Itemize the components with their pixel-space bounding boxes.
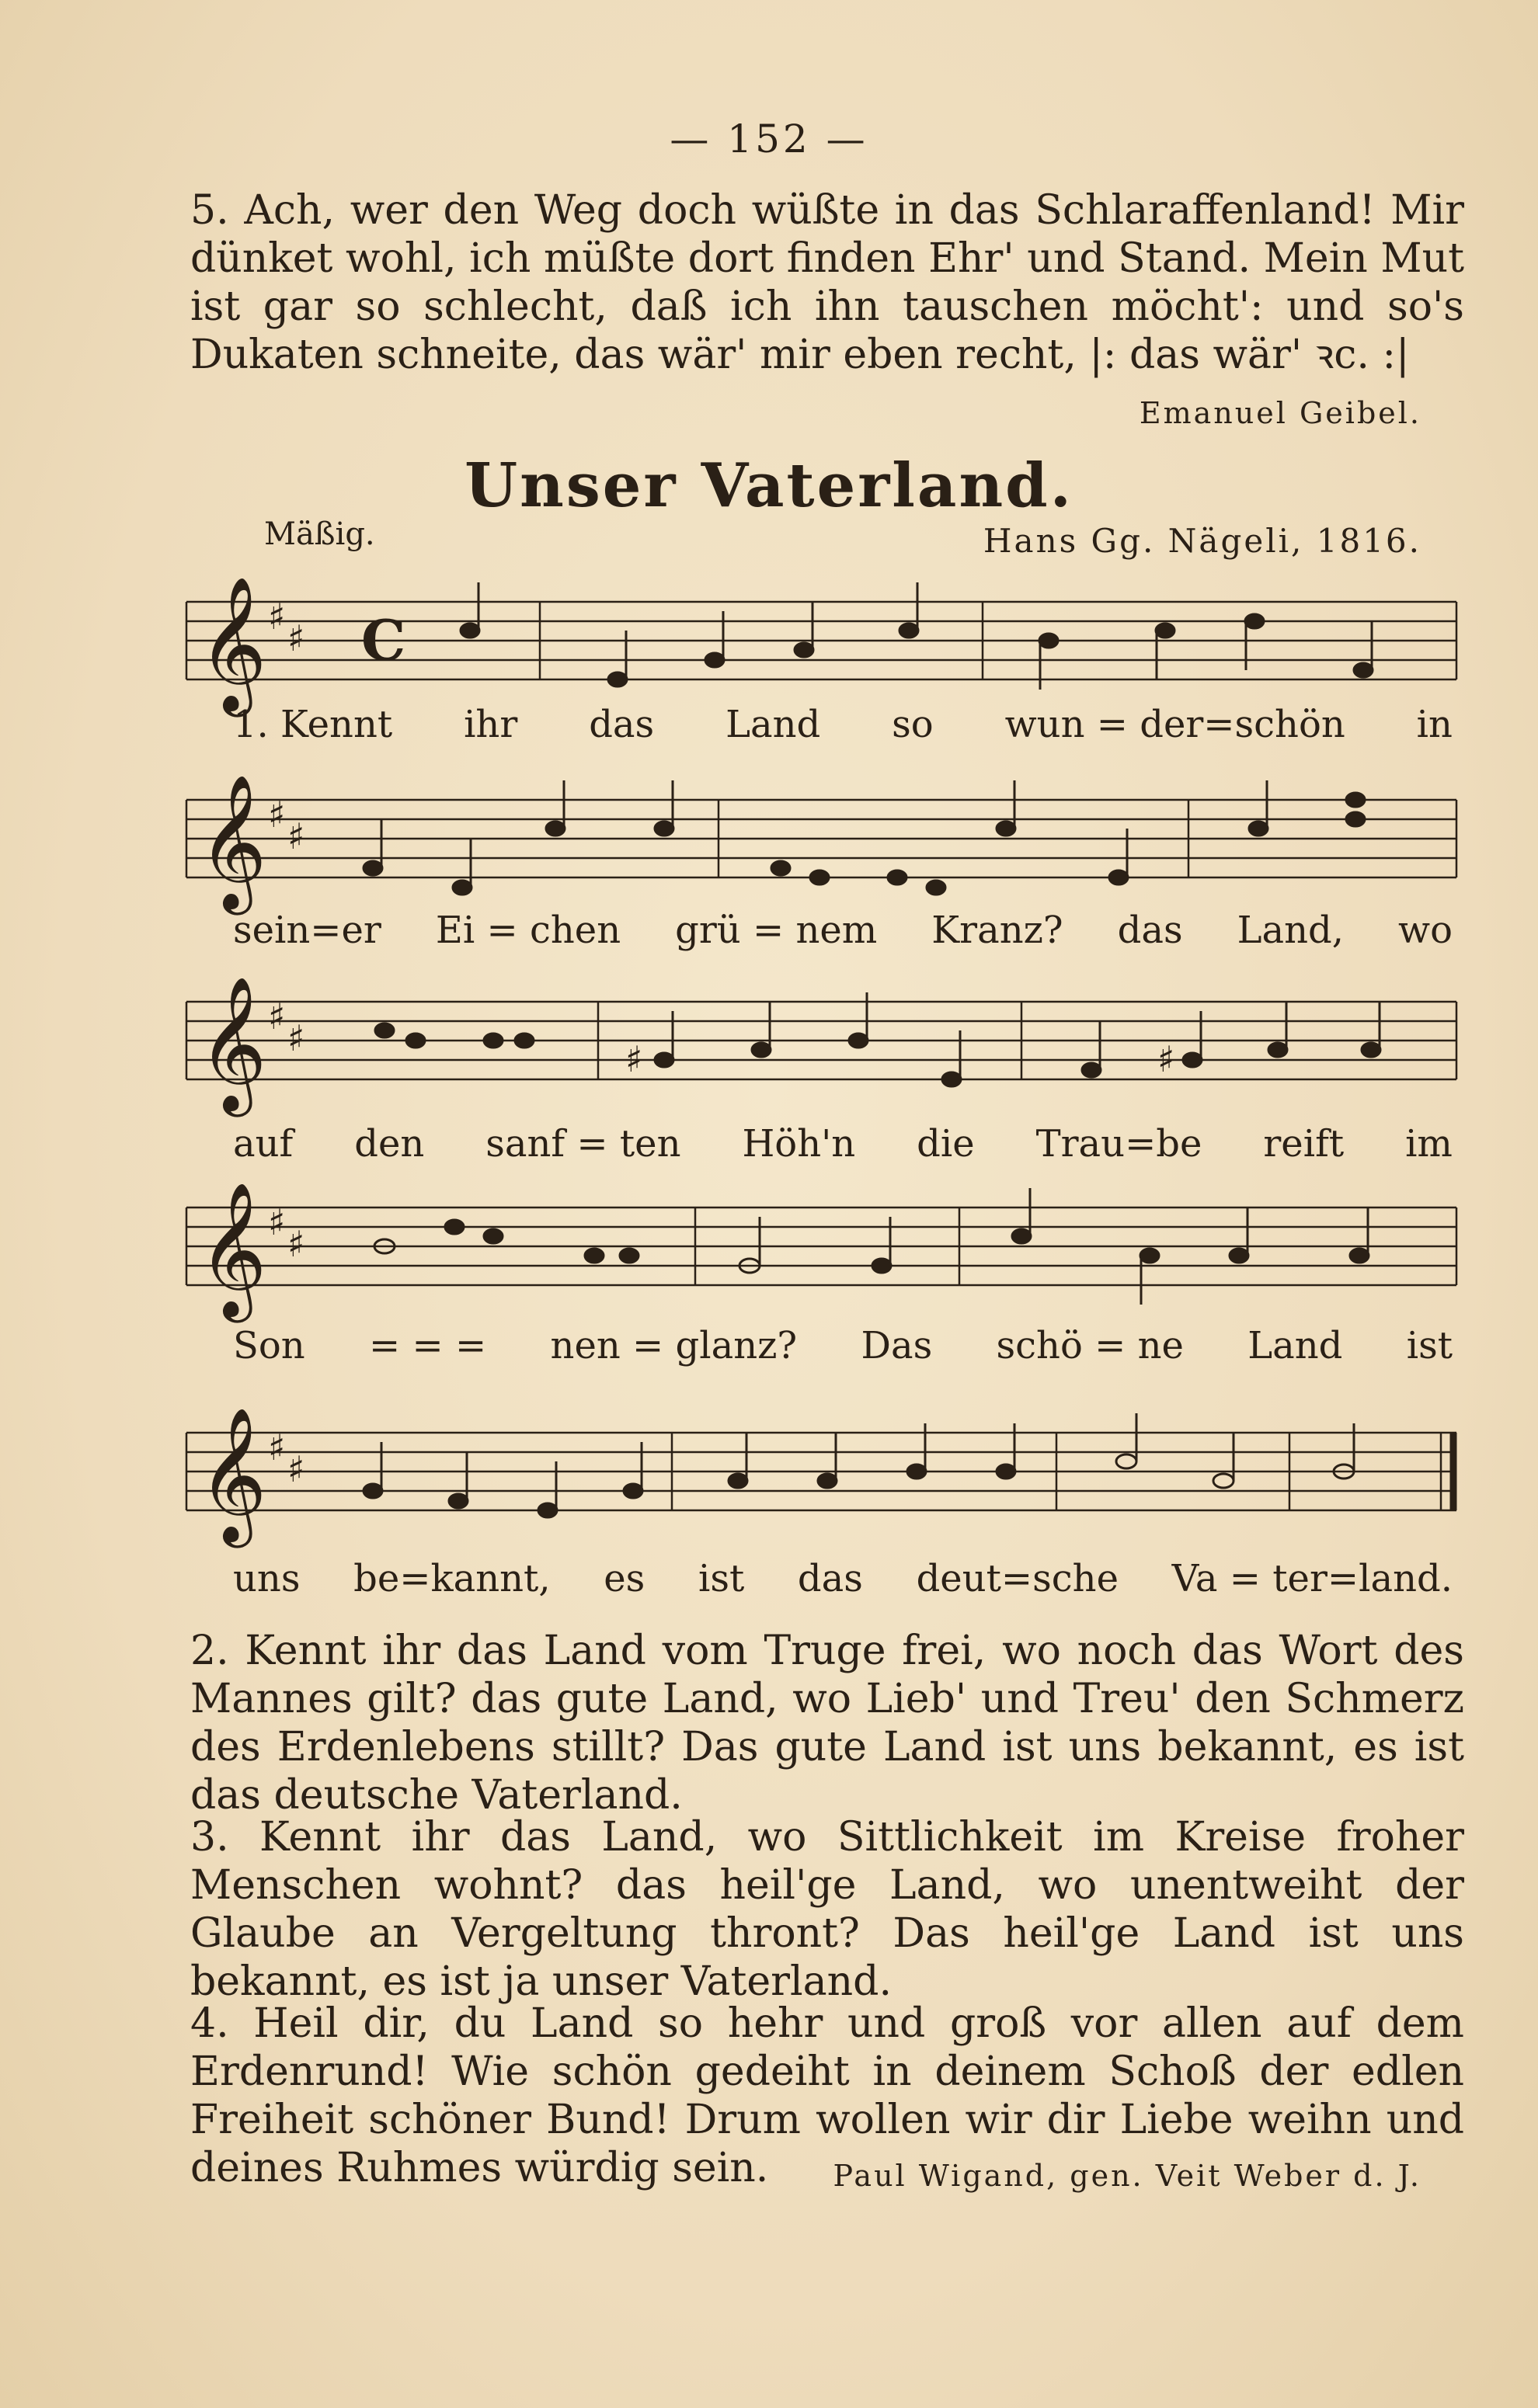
lyric-syllable: im — [1405, 1122, 1453, 1166]
lyric-syllable: = = = — [369, 1324, 487, 1367]
lyric-syllable: die — [917, 1122, 975, 1166]
sharp-icon: ♯ — [287, 815, 305, 857]
sharp-icon: ♯ — [287, 617, 305, 659]
music-staff-1 — [183, 567, 1464, 722]
treble-clef-icon: 𝄞 — [198, 774, 267, 909]
lyric-syllable: be=kannt, — [353, 1557, 551, 1600]
lyric-syllable: Land — [1247, 1324, 1343, 1367]
lyric-syllable: auf — [233, 1122, 294, 1166]
sharp-icon: ♯ — [268, 996, 286, 1037]
lyric-syllable: schö = ne — [996, 1324, 1184, 1367]
lyrics-line-2 — [233, 909, 1453, 952]
sharp-icon: ♯ — [287, 1017, 305, 1059]
lyrics-line-1 — [233, 703, 1453, 746]
lyric-syllable: Höh'n — [742, 1122, 856, 1166]
sharp-icon: ♯ — [625, 1038, 643, 1080]
composer: Hans Gg. Nägeli, 1816. — [983, 522, 1421, 560]
song-title: Unser Vaterland. — [465, 450, 1073, 521]
lyric-syllable: ist — [698, 1557, 745, 1600]
tempo-marking: Mäßig. — [264, 516, 375, 552]
lyric-syllable: nen = glanz? — [550, 1324, 798, 1367]
verse-4-author: Paul Wigand, gen. Veit Weber d. J. — [833, 2159, 1421, 2193]
lyric-syllable: das — [589, 703, 655, 746]
verse-5-author: Emanuel Geibel. — [1139, 396, 1421, 430]
lyric-syllable: ihr — [464, 703, 518, 746]
sharp-icon: ♯ — [268, 596, 286, 638]
sharp-icon: ♯ — [287, 1448, 305, 1490]
treble-clef-icon: 𝄞 — [198, 976, 267, 1111]
lyric-syllable: den — [354, 1122, 425, 1166]
lyrics-line-5 — [233, 1557, 1453, 1600]
lyrics-line-4 — [233, 1324, 1453, 1367]
lyric-syllable: Land, — [1237, 909, 1345, 952]
lyric-syllable: uns — [233, 1557, 301, 1600]
music-staff-4 — [183, 1173, 1464, 1328]
verse-5: 5. Ach, wer den Weg doch wüßte in das Schlaraffenland! Mir dünket wohl, ich müßte dort finden Ehr' und Stand. Mein Mut ist gar so schlecht, daß ich ihn tauschen möcht': und so's Dukaten schneite, das wär' mir eben recht, |: das wär' ꝛc. :| — [190, 187, 1464, 378]
lyric-syllable: wo — [1398, 909, 1453, 952]
music-staff-3 — [183, 967, 1464, 1122]
lyric-syllable: sein=er — [233, 909, 381, 952]
music-staff-2 — [183, 765, 1464, 920]
sharp-icon: ♯ — [268, 794, 286, 836]
lyric-syllable: Ei = chen — [435, 909, 621, 952]
lyric-syllable: 1. Kennt — [233, 703, 393, 746]
lyric-syllable: deut=sche — [916, 1557, 1119, 1600]
page-number: — 152 — — [670, 116, 868, 162]
lyric-syllable: das — [1117, 909, 1183, 952]
lyric-syllable: wun = der=schön — [1004, 703, 1345, 746]
lyric-syllable: ist — [1406, 1324, 1453, 1367]
lyric-syllable: Trau=be — [1035, 1122, 1202, 1166]
verse-4: 4. Heil dir, du Land so hehr und groß vor allen auf dem Erdenrund! Wie schön gedeiht in deinem Schoß der edlen Freiheit schöner Bund! Drum wollen wir dir Liebe weihn und deines Ruhmes würdig sein. — [190, 2000, 1464, 2191]
sharp-icon: ♯ — [268, 1426, 286, 1468]
sharp-icon: ♯ — [1157, 1038, 1175, 1080]
lyric-syllable: Kranz? — [931, 909, 1063, 952]
sharp-icon: ♯ — [287, 1223, 305, 1265]
treble-clef-icon: 𝄞 — [198, 576, 267, 711]
lyric-syllable: Va = ter=land. — [1171, 1557, 1453, 1600]
sharp-icon: ♯ — [268, 1201, 286, 1243]
music-staff-5 — [183, 1398, 1464, 1553]
verse-2: 2. Kennt ihr das Land vom Truge frei, wo noch das Wort des Mannes gilt? das gute Land, wo Lieb' und Treu' den Schmerz des Erdenlebens stillt? Das gute Land ist uns bekannt, es ist das deutsche Vaterland. — [190, 1628, 1464, 1819]
common-time-icon: C — [361, 607, 406, 673]
lyric-syllable: grü = nem — [675, 909, 878, 952]
lyric-syllable: das — [797, 1557, 863, 1600]
lyric-syllable: in — [1416, 703, 1453, 746]
lyric-syllable: sanf = ten — [485, 1122, 681, 1166]
lyric-syllable: Land — [726, 703, 821, 746]
lyric-syllable: es — [604, 1557, 645, 1600]
lyric-syllable: reift — [1263, 1122, 1345, 1166]
lyric-syllable: Das — [861, 1324, 933, 1367]
treble-clef-icon: 𝄞 — [198, 1182, 267, 1317]
verse-3: 3. Kennt ihr das Land, wo Sittlichkeit im Kreise froher Menschen wohnt? das heil'ge Land, wo unentweiht der Glaube an Vergeltung thront? Das heil'ge Land ist uns bekannt, es ist ja unser Vaterland. — [190, 1814, 1464, 2005]
lyric-syllable: Son — [233, 1324, 305, 1367]
treble-clef-icon: 𝄞 — [198, 1407, 267, 1542]
lyric-syllable: so — [892, 703, 934, 746]
lyrics-line-3 — [233, 1122, 1453, 1166]
